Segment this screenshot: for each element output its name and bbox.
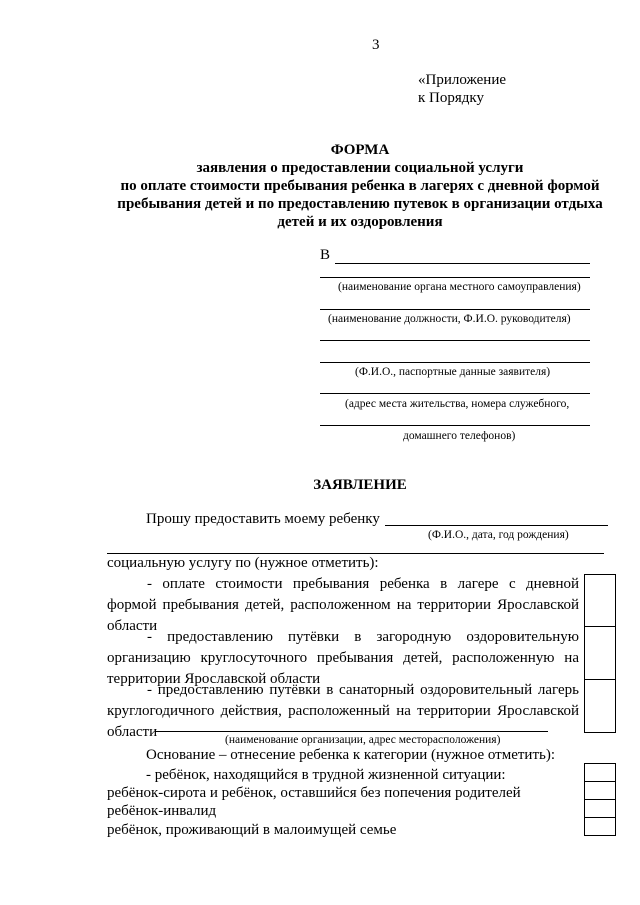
option-1-checkbox[interactable] (584, 574, 616, 627)
title-line-5: детей и их оздоровления (277, 214, 443, 230)
basis-title: Основание – отнесение ребенка к категории (нужное отметить): (146, 747, 556, 763)
option-2-line-2: организацию круглосуточного пребывания детей, расположенную на (107, 650, 579, 666)
addressee-blank-6[interactable] (320, 393, 590, 394)
basis-item-1: - ребёнок, находящийся в трудной жизненной ситуации: (146, 767, 506, 783)
option-2-checkbox[interactable] (584, 626, 616, 680)
caption-child: (Ф.И.О., дата, год рождения) (428, 529, 569, 541)
statement-heading: ЗАЯВЛЕНИЕ (313, 477, 407, 493)
org-blank[interactable] (155, 731, 548, 732)
basis-item-2-checkbox[interactable] (584, 781, 616, 800)
option-3-line-2: круглогодичного действия, расположенный на территории Ярославской (107, 703, 579, 719)
service-line: социальную услугу по (нужное отметить): (107, 555, 379, 571)
caption-address-2: домашнего телефонов) (403, 430, 516, 442)
request-text: Прошу предоставить моему ребенку (146, 511, 380, 527)
basis-item-3: ребёнок-инвалид (107, 803, 217, 819)
basis-item-2: ребёнок-сирота и ребёнок, оставшийся без попечения родителей (107, 785, 521, 801)
title-line-2: заявления о предоставлении социальной услуги (196, 160, 524, 176)
addressee-blank-7[interactable] (320, 425, 590, 426)
addressee-blank-1[interactable] (335, 263, 590, 264)
appendix-line-1: «Приложение (418, 72, 507, 88)
addressee-blank-2[interactable] (320, 277, 590, 278)
option-2-line-1: - предоставлению путёвки в загородную оздоровительную (147, 629, 579, 645)
option-3-checkbox[interactable] (584, 679, 616, 733)
title-line-4: пребывания детей и по предоставлению путевок в организации отдыха (117, 196, 603, 212)
option-1-line-1: - оплате стоимости пребывания ребенка в лагере с дневной (147, 576, 579, 592)
basis-item-4: ребёнок, проживающий в малоимущей семье (107, 822, 397, 838)
caption-address-1: (адрес места жительства, номера служебного, (345, 398, 570, 410)
caption-authority: (наименование органа местного самоуправления) (338, 281, 581, 293)
option-3-line-3: области (107, 724, 158, 740)
option-1-line-2: формой пребывания детей, расположенном на территории Ярославской (107, 597, 579, 613)
option-2-line-3: территории Ярославской области (107, 671, 321, 687)
addressee-prefix: В (320, 247, 331, 263)
appendix-line-2: к Порядку (418, 90, 484, 106)
addressee-blank-3[interactable] (320, 309, 590, 310)
caption-org: (наименование организации, адрес месторасположения) (225, 734, 501, 746)
option-1-line-3: области (107, 618, 158, 634)
child-name-blank[interactable] (385, 525, 608, 526)
basis-item-3-checkbox[interactable] (584, 799, 616, 818)
title-line-3: по оплате стоимости пребывания ребенка в лагерях с дневной формой (120, 178, 600, 194)
addressee-blank-4[interactable] (320, 340, 590, 341)
basis-item-1-checkbox[interactable] (584, 763, 616, 782)
basis-item-4-checkbox[interactable] (584, 817, 616, 836)
addressee-blank-5[interactable] (320, 362, 590, 363)
title-form: ФОРМА (330, 142, 390, 158)
caption-position: (наименование должности, Ф.И.О. руководителя) (328, 313, 571, 325)
page-number: 3 (372, 37, 380, 53)
child-name-blank-2[interactable] (107, 553, 604, 554)
caption-applicant: (Ф.И.О., паспортные данные заявителя) (355, 366, 551, 378)
option-3-line-1: - предоставлению путёвки в санаторный оздоровительный лагерь (147, 682, 579, 698)
